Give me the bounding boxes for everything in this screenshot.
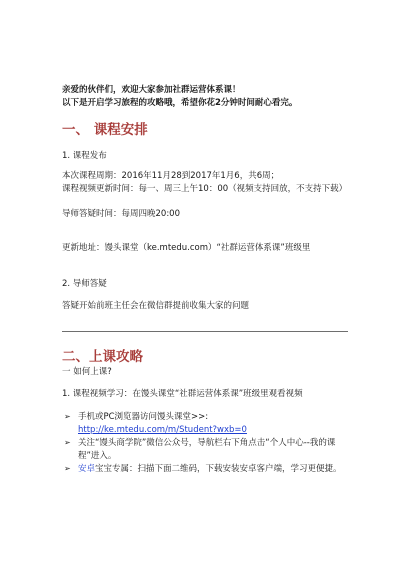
arrow-bullet-icon: ➢ — [64, 464, 71, 473]
intro-line-1: 亲爱的伙伴们，欢迎大家参加社群运营体系课！ — [62, 85, 241, 95]
arrow-bullet-icon: ➢ — [64, 438, 71, 447]
section-divider — [62, 331, 348, 332]
section-2-title: 二、上课攻略 — [62, 349, 143, 365]
qa-note: 答疑开始前班主任会在微信群提前收集大家的问题 — [62, 301, 250, 311]
qa-time: 导师答疑时间：每周四晚20:00 — [62, 209, 180, 219]
section-1-title: 一、 课程安排 — [62, 122, 148, 138]
bullet-android-text: 宝宝专属：扫描下面二维码，下载安装安卓客户端，学习更便捷。 — [95, 464, 342, 474]
bullet-wechat-follow — [62, 437, 352, 463]
video-update-time: 课程视频更新时间：每一、周三上午10：00（视频支持回放，不支持下载） — [62, 184, 348, 194]
course-period: 本次课程周期：2016年11月28到2017年1月6，共6周； — [62, 171, 280, 181]
arrow-bullet-icon: ➢ — [64, 412, 71, 421]
bullet-wechat-text: 关注“馒头商学院”微信公众号，导航栏右下角点击“个人中心--我的课程”进入。 — [78, 438, 336, 461]
update-address: 更新地址：馒头课堂（ke.mtedu.com）“社群运营体系课”班级里 — [62, 243, 311, 253]
student-portal-link[interactable]: http://ke.mtedu.com/m/Student?wxb=0 — [78, 424, 247, 435]
how-to-attend-question: 一 如何上课? — [62, 367, 112, 377]
subsection-1-heading: 1. 课程发布 — [62, 151, 107, 161]
subsection-2-heading: 2. 导师答疑 — [62, 279, 107, 289]
video-study-item: 1. 课程视频学习：在馒头课堂“社群运营体系课”班级里观看视频 — [62, 389, 303, 399]
intro-line-2: 以下是开启学习旅程的攻略哦，希望你花2分钟时间耐心看完。 — [62, 98, 298, 108]
android-label: 安卓 — [78, 464, 96, 474]
bullet-browser-text: 手机或PC浏览器访问馒头课堂>>: — [78, 412, 209, 422]
bullet-browser-access — [62, 411, 352, 437]
bullet-android-app — [62, 463, 352, 489]
